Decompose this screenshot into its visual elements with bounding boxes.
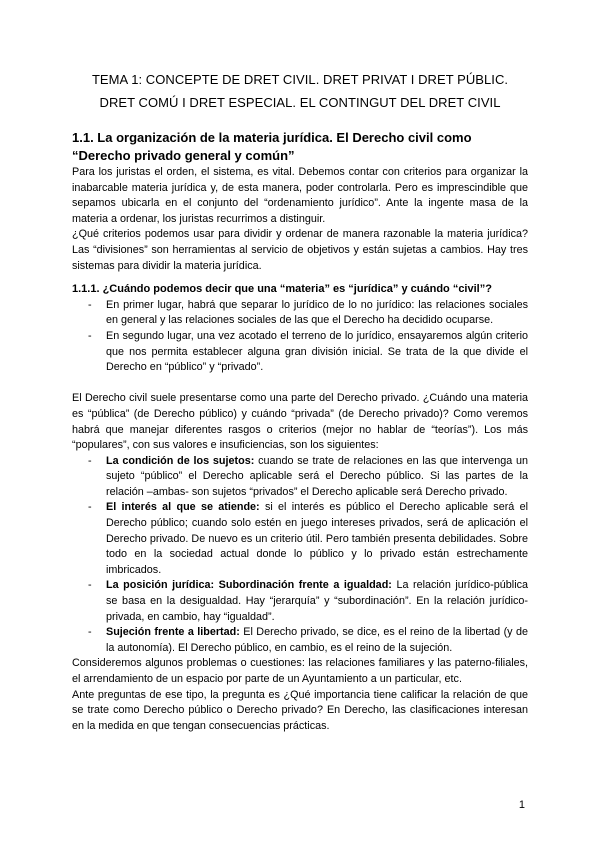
paragraph-1: Para los juristas el orden, el sistema, es vital. Debemos contar con criterios para organizar la inabarcable materia jurídica y, de esta manera, poder controlarla. Pero es imprescindible que sepamos ubicarla en el conjunto del “ordenamiento jurídico”. Ante la ingente masa de la materia a ordenar, los juristas recurrimos a distinguir.	[72, 166, 528, 225]
list-item-term: Sujeción frente a libertad:	[106, 626, 240, 639]
list-dash: -	[88, 626, 92, 639]
paragraph-2: ¿Qué criterios podemos usar para dividir y ordenar de manera razonable la materia jurídica? Las “divisiones” son herramientas al servicio de objetivos y están sujetas a cambios. Hay tres sistemas para dividir la materia jurídica.	[72, 228, 528, 272]
list-item	[72, 329, 528, 376]
subsection-heading: 1.1.1. ¿Cuándo podemos decir que una “materia” es “jurídica” y cuándo “civil”?	[72, 283, 492, 296]
list-item-text: La relación jurídico-pública se basa en la desigualdad. Hay “jerarquía” y “subordinación”. En la relación jurídico-privada, en cambio, hay “igualdad”.	[106, 579, 528, 623]
list-item	[72, 454, 528, 501]
list-item-term: El interés al que se atiende:	[106, 501, 260, 514]
list-item	[72, 578, 528, 625]
section-heading: 1.1. La organización de la materia jurídica. El Derecho civil como “Derecho privado general y común”	[72, 130, 472, 163]
spacer	[72, 376, 528, 392]
list-dash: -	[88, 579, 92, 592]
page-number: 1	[518, 799, 525, 811]
list-item-text: En segundo lugar, una vez acotado el terreno de lo jurídico, ensayaremos algún criterio que nos permita establecer alguna gran división inicial. Se trata de la que divide el Derecho en “público” y “privado”.	[106, 329, 528, 374]
document-title	[60, 68, 540, 114]
list-item	[72, 500, 528, 578]
list-dash: -	[88, 454, 92, 467]
paragraph-5: Ante preguntas de ese tipo, la pregunta es ¿Qué importancia tiene calificar la relación de que se trate como Derecho público o Derecho privado? En Derecho, las clasificaciones interesan en la medida en que tengan consecuencias prácticas.	[72, 688, 528, 732]
list-item-text: si el interés es público el Derecho aplicable será el Derecho público; cuando solo estén en juego intereses privados, será de aplicación el Derecho privado. De nuevo es un criterio útil. Pero también presenta debilidades. Sobre todo en la sociedad actual donde lo público y lo privado están estrechamente imbricados.	[106, 501, 528, 576]
list-item	[72, 625, 528, 656]
features-list	[72, 454, 528, 657]
paragraph-3: El Derecho civil suele presentarse como una parte del Derecho privado. ¿Cuándo una materia es “pública” (de Derecho público) y cuándo “privada” (de Derecho privado)? Como veremos habrá que manejar diferentes rasgos o criterios (mejor no hablar de “teorías”). Los más “populares”, con sus valores e insuficiencias, son los siguientes:	[72, 392, 528, 452]
list-item	[72, 298, 528, 329]
criteria-list	[72, 298, 528, 376]
list-item-term: La condición de los sujetos:	[106, 454, 255, 467]
list-dash: -	[88, 298, 92, 311]
title-line-2: DRET COMÚ I DRET ESPECIAL. EL CONTINGUT DEL DRET CIVIL	[99, 95, 501, 110]
list-item-text: El Derecho privado, se dice, es el reino de la libertad (y de la autonomía). El Derecho público, en cambio, es el reino de la sujeción.	[106, 626, 529, 654]
title-line-1: TEMA 1: CONCEPTE DE DRET CIVIL. DRET PRIVAT I DRET PÚBLIC.	[91, 72, 509, 87]
list-item-term: La posición jurídica: Subordinación frente a igualdad:	[106, 579, 392, 592]
list-dash: -	[88, 501, 92, 514]
list-dash: -	[88, 329, 92, 342]
document-body	[72, 129, 528, 734]
list-item-text: En primer lugar, habrá que separar lo jurídico de lo no jurídico: las relaciones sociales en general y las relaciones sociales de las que el Derecho ha decidido ocuparse.	[106, 298, 528, 327]
list-item-text: cuando se trate de relaciones en las que intervenga un sujeto “público” el Derecho aplicable será el Derecho público. Si las partes de la relación –ambas- son sujetos “privados” el Derecho aplicable será Derecho privado.	[106, 454, 528, 498]
paragraph-4: Consideremos algunos problemas o cuestiones: las relaciones familiares y las paterno-filiales, el arrendamiento de un espacio por parte de un Ayuntamiento a un particular, etc.	[72, 657, 528, 685]
